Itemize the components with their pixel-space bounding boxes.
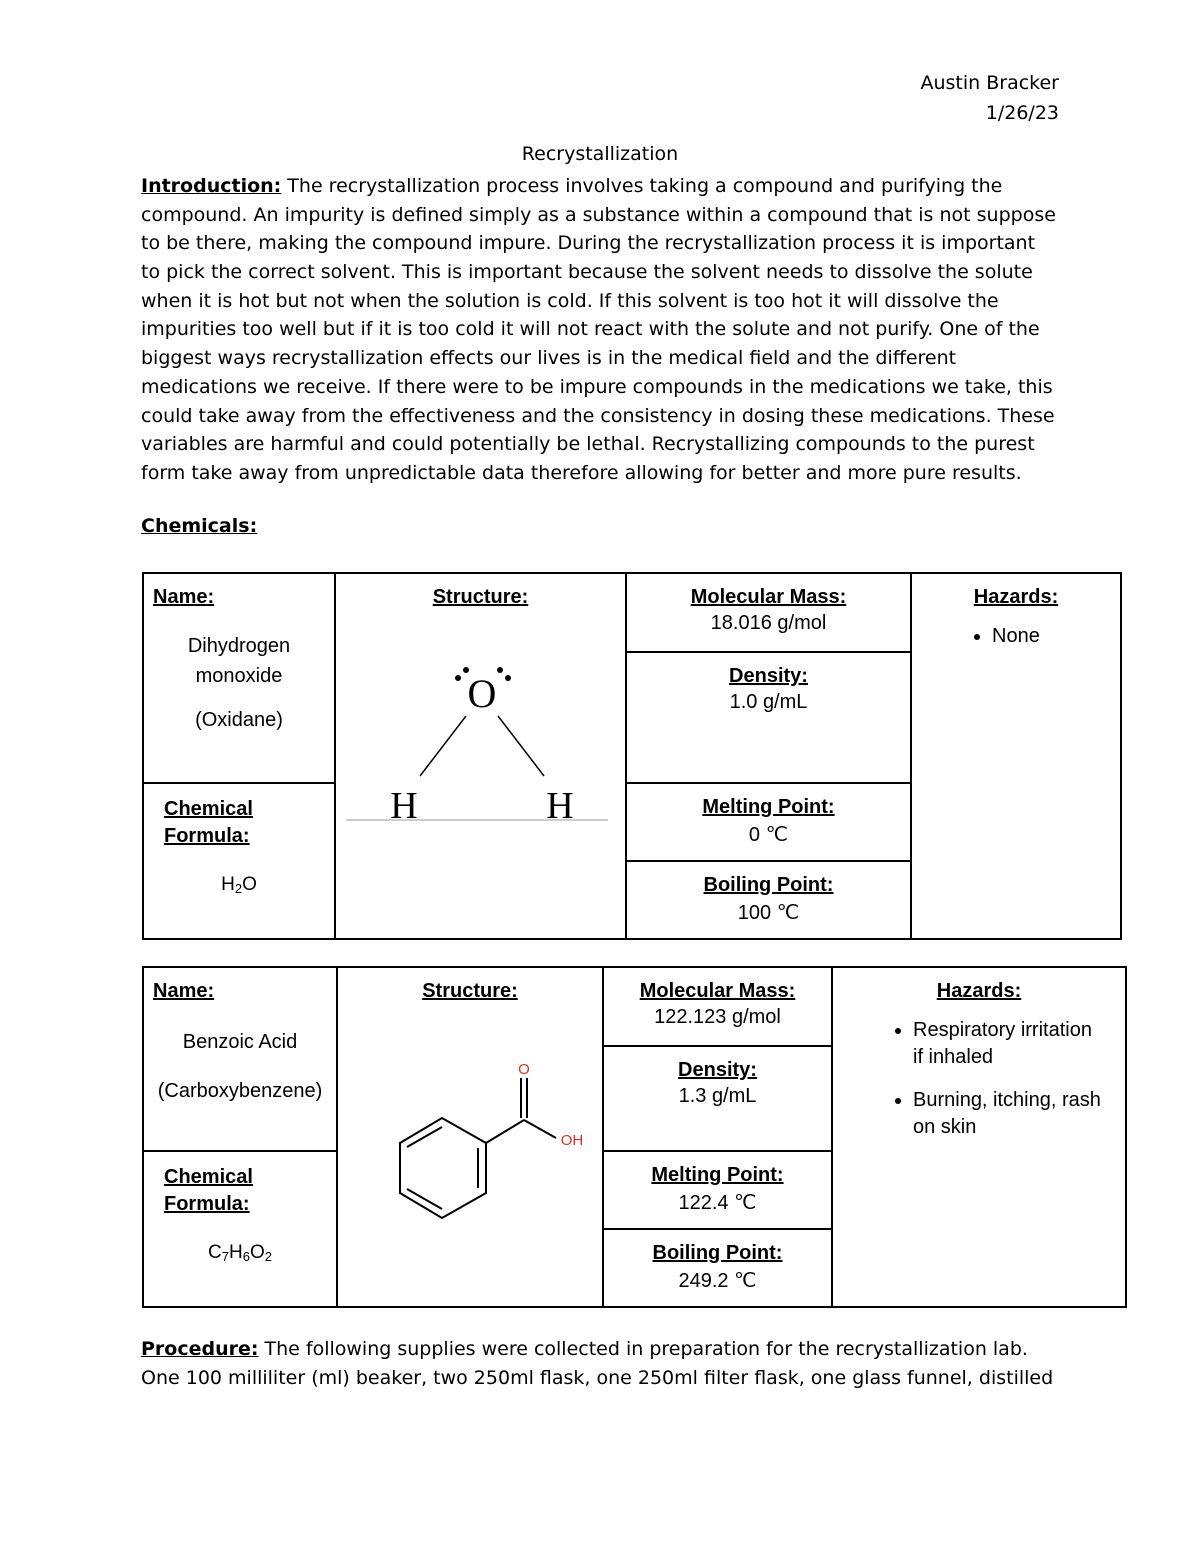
molecular-mass-value: 122.123 g/mol (654, 1006, 781, 1028)
chemical-formula: $H_2O$ (221, 874, 257, 896)
formula-cell: Chemical Formula: $H_2O$ (143, 783, 335, 939)
structure-cell: Structure: O OH (337, 967, 603, 1307)
page-title: Recrystallization (521, 143, 679, 165)
boiling-point-value: 249.2 ℃ (678, 1270, 757, 1292)
lone-pair-dot (455, 675, 461, 681)
benzene-ring (400, 1118, 486, 1218)
oxygen-atom: O (467, 671, 497, 716)
boiling-point-cell: Boiling Point: 100 ℃ (626, 861, 911, 939)
ring-double-bond (407, 1189, 442, 1209)
author-name: Austin Bracker (920, 72, 1059, 94)
bond-right (498, 716, 544, 776)
report-date: 1/26/23 (985, 102, 1059, 124)
melting-point-cell: Melting Point: 122.4 ℃ (603, 1151, 832, 1229)
hydrogen-atom-left: H (390, 785, 418, 827)
ring-double-bond (407, 1127, 442, 1147)
hydrogen-atom-right: H (546, 785, 574, 827)
hazard-item: • Respiratory irritation if inhaled (913, 1017, 1103, 1071)
introduction-paragraph: Introduction: The recrystallization process involves taking a compound and purifying the compound. An impurity is defined simply as a substance within a compound that is not suppose to be there, making the compound impure. During the recrystallization process it is important to pick the correct solvent. This is important because the solvent needs to dissolve the solute when it is hot but not when the solution is cold. If this solvent is too hot it will dissolve the impurities too well but if it is too cold it will not react with the solute and not purify. One of the biggest ways recrystallization effects our lives is in the medical field and the different medications we receive. If there were to be impure compounds in the medications we take, this could take away from the effectiveness and the consistency in dosing these medications. These variables are harmful and could potentially be lethal. Recrystallizing compounds to the purest form take away from unpredictable data therefore allowing for better and more pure results. (141, 175, 1056, 484)
melting-point-cell: Melting Point: 0 ℃ (626, 783, 911, 861)
hydroxyl-label: OH (560, 1132, 584, 1149)
chemical-table-water (142, 572, 1122, 940)
procedure-paragraph: Procedure: The following supplies were collected in preparation for the recrystallization lab. One 100 milliliter (ml) beaker, two 250ml flask, one 250ml filter flask, one glass funnel, distilled (141, 1338, 1054, 1389)
molecular-mass-cell: Molecular Mass: 122.123 g/mol (603, 967, 832, 1046)
lone-pair-dot (463, 667, 469, 673)
carboxyl-bond (486, 1120, 524, 1143)
hazards-cell: Hazards: • Respiratory irritation if inhaled • Burning, itching, rash on skin (832, 967, 1126, 1307)
melting-point-value: 0 ℃ (748, 824, 789, 846)
hazard-item: • Burning, itching, rash on skin (913, 1087, 1103, 1141)
density-value: 1.3 g/mL (678, 1084, 757, 1107)
benzoic-acid-structure (338, 1048, 604, 1248)
hazard-item: • None (992, 623, 1120, 650)
chemical-formula: $C_7H_6O_2$ (208, 1242, 272, 1264)
name-cell: Name: Benzoic Acid (Carboxybenzene) (143, 967, 337, 1151)
alt-name: (Oxidane) (195, 709, 283, 731)
chemicals-heading: Chemicals: (141, 515, 258, 537)
hydroxyl-bond (524, 1120, 556, 1138)
hazards-cell: Hazards: • None (911, 573, 1121, 939)
melting-point-value: 122.4 ℃ (678, 1192, 757, 1214)
density-cell: Density: 1.3 g/mL (603, 1046, 832, 1151)
lone-pair-dot (505, 675, 511, 681)
hazards-list (912, 623, 1120, 650)
boiling-point-value: 100 ℃ (737, 902, 800, 924)
chemical-name: Dihydrogen monoxide (187, 635, 291, 687)
chemical-name: Benzoic Acid (182, 1031, 298, 1053)
bond-left (420, 716, 466, 776)
introduction-label: Introduction: (141, 175, 282, 197)
procedure-label: Procedure: (141, 1338, 259, 1360)
structure-cell: Structure: O H H (335, 573, 626, 939)
boiling-point-cell: Boiling Point: 249.2 ℃ (603, 1229, 832, 1307)
density-cell: Density: 1.0 g/mL (626, 652, 911, 783)
alt-name: (Carboxybenzene) (157, 1080, 323, 1102)
chemical-table-benzoic-acid (142, 966, 1127, 1308)
lone-pair-dot (497, 667, 503, 673)
formula-cell: Chemical Formula: $C_7H_6O_2$ (143, 1151, 337, 1307)
density-value: 1.0 g/mL (729, 690, 808, 713)
molecular-mass-cell: Molecular Mass: 18.016 g/mol (626, 573, 911, 652)
hazards-list (833, 1017, 1125, 1141)
oxygen-label: O (518, 1061, 530, 1078)
name-cell: Name: Dihydrogen monoxide (Oxidane) (143, 573, 335, 783)
water-structure (336, 654, 627, 854)
molecular-mass-value: 18.016 g/mol (710, 612, 827, 634)
